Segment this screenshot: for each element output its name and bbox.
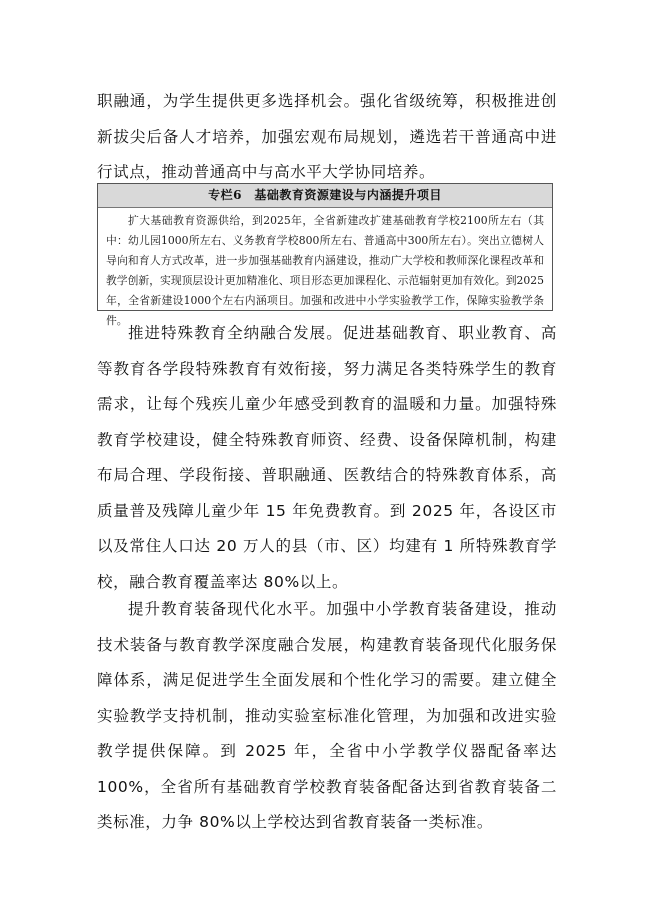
paragraph-special-education: 推进特殊教育全纳融合发展。促进基础教育、职业教育、高等教育各学段特殊教育有效衔接，努力满足各类特殊学生的教育需求，让每个残疾儿童少年感受到教育的温暖和力量。加强特殊教育学校建设，健全特殊教育师资、经费、设备保障机制，构建布局合理、学段衔接、普职融通、医教结合的特殊教育体系，高质量普及残障儿童少年 15 年免费教育。到 2025 年，各设区市以及常住人口达 20 万人的县（市、区）均建有 1 所特殊教育学校，融合教育覆盖率达 80%以上。 <box>97 324 557 591</box>
column-box-title: 专栏6 基础教育资源建设与内涵提升项目 <box>98 184 552 208</box>
paragraph-innovative-talent: 职融通，为学生提供更多选择机会。强化省级统筹，积极推进创新拔尖后备人才培养，加强宏观布局规划，遴选若干普通高中进行试点，推动普通高中与高水平大学协同培养。 <box>97 92 557 181</box>
column-box-body: 扩大基础教育资源供给，到2025年，全省新建改扩建基础教育学校2100所左右（其中：幼儿园1000所左右、义务教育学校800所左右、普通高中300所左右）。突出立德树人导向和育人方式改革，进一步加强基础教育内涵建设，推动广大学校和教师深化课程改革和教学创新，实现顶层设计更加精准化、项目形态更加课程化、示范辐射更加有效化。到2025年，全省新建设1000个左右内涵项目。加强和改进中小学实验教学工作，保障实验教学条件。 <box>106 214 544 327</box>
paragraph-education-equipment: 提升教育装备现代化水平。加强中小学教育装备建设，推动技术装备与教育教学深度融合发展，构建教育装备现代化服务保障体系，满足促进学生全面发展和个性化学习的需要。建立健全实验教学支持机制，推动实验室标准化管理，为加强和改进实验教学提供保障。到 2025 年，全省中小学教学仪器配备率达 100%，全省所有基础教育学校教育装备配备达到省教育装备二类标准，力争 80%以上学校达到省教育装备一类标准。 <box>97 600 557 831</box>
column-box-6 <box>97 183 553 327</box>
